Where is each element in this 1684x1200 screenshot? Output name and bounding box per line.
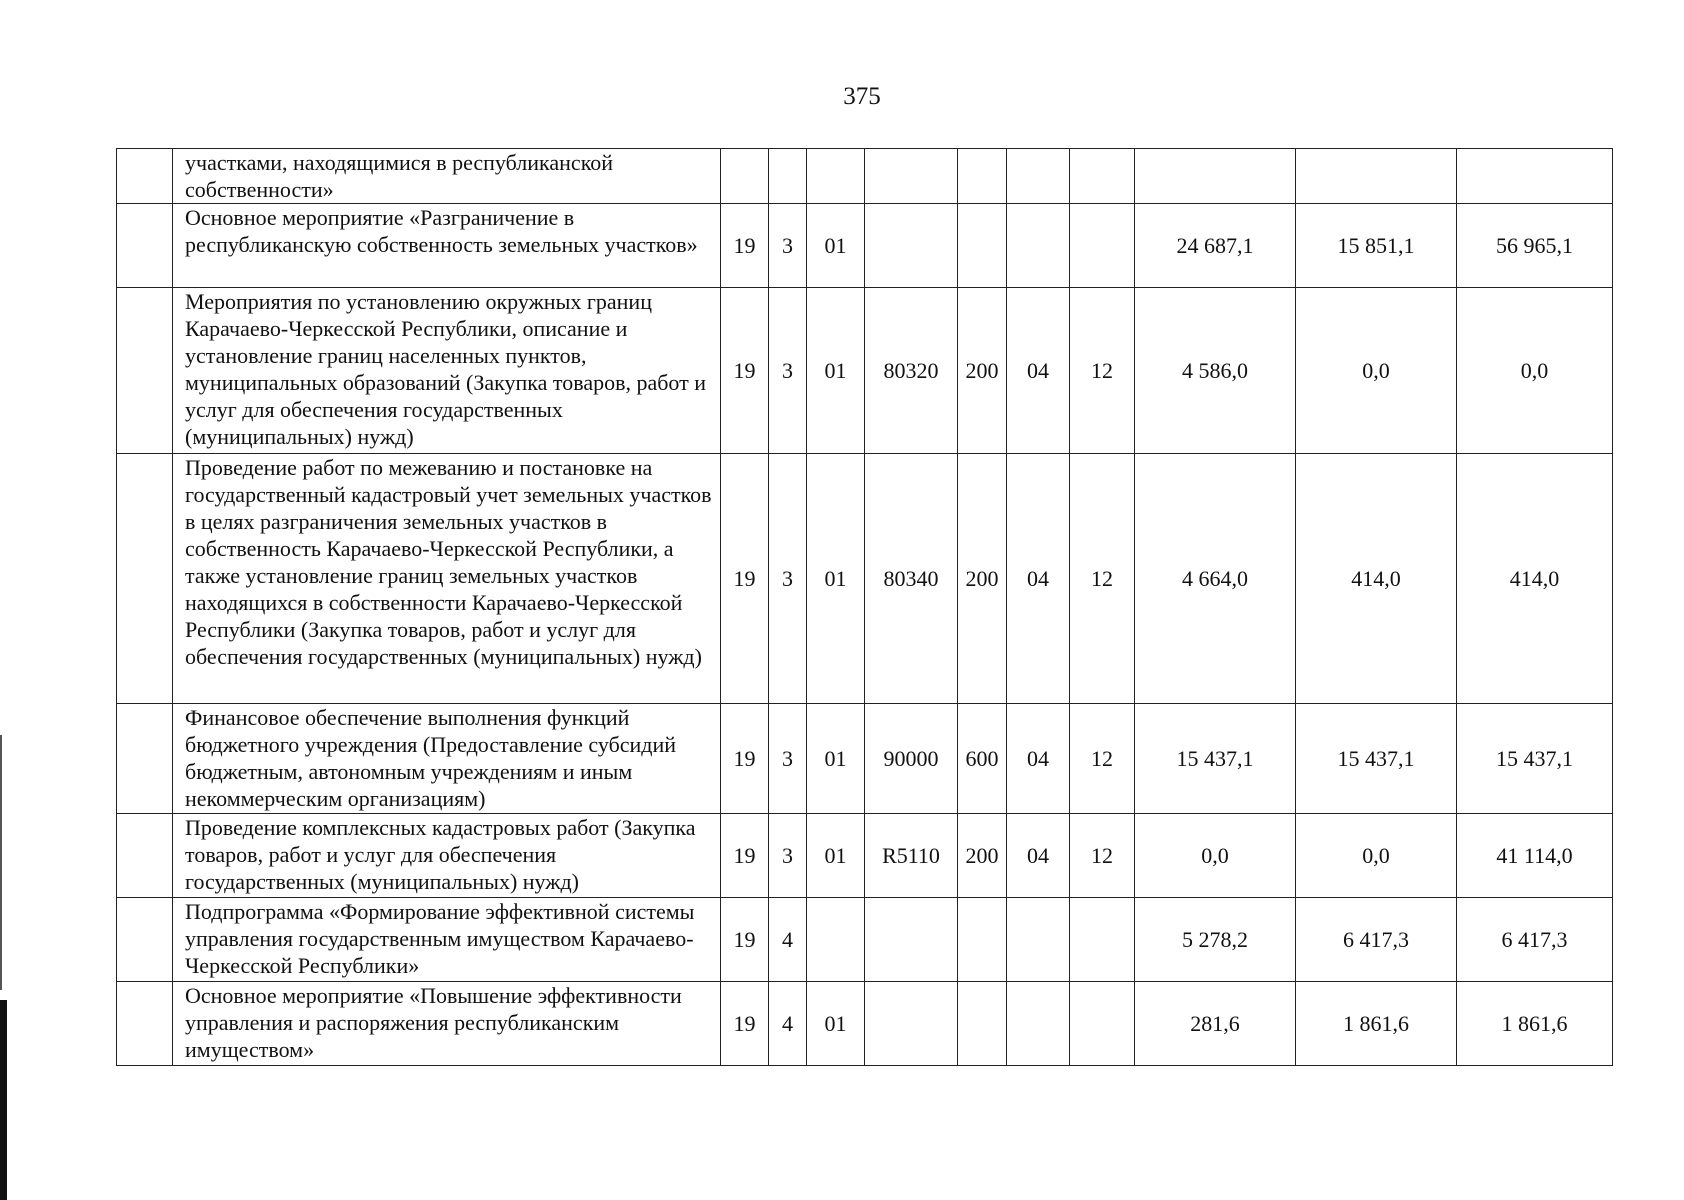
code-cell: 04 [1007,288,1070,454]
code-cell [865,204,958,288]
table-row [117,288,1613,454]
amount-cell: 4 586,0 [1135,288,1296,454]
code-cell: R5110 [865,814,958,898]
code-cell [865,982,958,1066]
amount-cell: 41 114,0 [1457,814,1613,898]
code-cell [958,898,1007,982]
amount-cell: 281,6 [1135,982,1296,1066]
row-number-cell [117,982,173,1066]
amount-cell: 4 664,0 [1135,454,1296,704]
row-number-cell [117,204,173,288]
code-cell [1007,982,1070,1066]
amount-cell: 6 417,3 [1296,898,1457,982]
amount-cell: 15 437,1 [1296,704,1457,814]
amount-cell: 6 417,3 [1457,898,1613,982]
code-cell [958,204,1007,288]
table-row [117,704,1613,814]
budget-table [116,148,1613,1066]
amount-cell: 15 437,1 [1135,704,1296,814]
code-cell: 12 [1070,454,1135,704]
code-cell: 04 [1007,454,1070,704]
code-cell [807,149,865,204]
code-cell [1007,149,1070,204]
code-cell: 19 [721,704,769,814]
code-cell [865,149,958,204]
table-row [117,982,1613,1066]
row-number-cell [117,149,173,204]
amount-cell: 0,0 [1296,288,1457,454]
amount-cell: 56 965,1 [1457,204,1613,288]
code-cell: 3 [769,814,807,898]
row-number-cell [117,898,173,982]
code-cell [865,898,958,982]
code-cell [1007,898,1070,982]
code-cell: 80340 [865,454,958,704]
code-cell [1070,149,1135,204]
code-cell [721,149,769,204]
code-cell: 01 [807,454,865,704]
code-cell: 200 [958,454,1007,704]
code-cell: 01 [807,982,865,1066]
amount-cell: 5 278,2 [1135,898,1296,982]
code-cell [807,898,865,982]
table-row [117,454,1613,704]
description-cell: Проведение комплексных кадастровых работ (Закупка товаров, работ и услуг для обеспечения государственных (муниципальных) нужд) [173,814,721,898]
scan-binding-mark [0,735,2,990]
code-cell [1070,204,1135,288]
code-cell: 19 [721,204,769,288]
amount-cell: 15 437,1 [1457,704,1613,814]
description-cell: Финансовое обеспечение выполнения функций бюджетного учреждения (Предоставление субсидий бюджетным, автономным учреждениям и иным некоммерческим организациям) [173,704,721,814]
code-cell: 4 [769,898,807,982]
code-cell: 80320 [865,288,958,454]
amount-cell: 414,0 [1457,454,1613,704]
row-number-cell [117,454,173,704]
description-cell: Подпрограмма «Формирование эффективной системы управления государственным имуществом Карачаево-Черкесской Республики» [173,898,721,982]
row-number-cell [117,704,173,814]
code-cell: 12 [1070,814,1135,898]
code-cell: 19 [721,982,769,1066]
code-cell: 01 [807,704,865,814]
table-row [117,149,1613,204]
code-cell [1007,204,1070,288]
amount-cell: 24 687,1 [1135,204,1296,288]
amount-cell: 1 861,6 [1457,982,1613,1066]
amount-cell: 0,0 [1135,814,1296,898]
code-cell: 01 [807,204,865,288]
page-number: 375 [843,83,881,110]
amount-cell: 0,0 [1296,814,1457,898]
code-cell: 01 [807,814,865,898]
code-cell [958,982,1007,1066]
code-cell: 04 [1007,704,1070,814]
code-cell: 19 [721,288,769,454]
code-cell: 90000 [865,704,958,814]
table-row [117,204,1613,288]
amount-cell [1457,149,1613,204]
row-number-cell [117,288,173,454]
amount-cell: 1 861,6 [1296,982,1457,1066]
code-cell [1070,898,1135,982]
description-cell: Основное мероприятие «Разграничение в республиканскую собственность земельных участков» [173,204,721,288]
description-cell: участками, находящимися в республиканской собственности» [173,149,721,204]
code-cell [958,149,1007,204]
description-cell: Проведение работ по межеванию и постановке на государственный кадастровый учет земельных участков в целях разграничения земельных участков в собственность Карачаево-Черкесской Республики, а также установление границ земельных участков находящихся в собственности Карачаево-Черкесской Республики (Закупка товаров, работ и услуг для обеспечения государственных (муниципальных) нужд) [173,454,721,704]
code-cell: 12 [1070,288,1135,454]
amount-cell: 15 851,1 [1296,204,1457,288]
code-cell: 19 [721,454,769,704]
code-cell: 200 [958,288,1007,454]
code-cell: 4 [769,982,807,1066]
row-number-cell [117,814,173,898]
code-cell: 3 [769,204,807,288]
code-cell: 3 [769,288,807,454]
amount-cell: 0,0 [1457,288,1613,454]
description-cell: Мероприятия по установлению окружных границ Карачаево-Черкесской Республики, описание и установление границ населенных пунктов, муниципальных образований (Закупка товаров, работ и услуг для обеспечения государственных (муниципальных) нужд) [173,288,721,454]
code-cell: 3 [769,704,807,814]
code-cell: 3 [769,454,807,704]
code-cell: 01 [807,288,865,454]
scan-binding-mark [0,1000,7,1200]
table-row [117,814,1613,898]
code-cell [769,149,807,204]
code-cell: 19 [721,898,769,982]
amount-cell [1135,149,1296,204]
description-cell: Основное мероприятие «Повышение эффективности управления и распоряжения республиканским имуществом» [173,982,721,1066]
code-cell: 12 [1070,704,1135,814]
table-row [117,898,1613,982]
code-cell: 04 [1007,814,1070,898]
amount-cell: 414,0 [1296,454,1457,704]
code-cell: 600 [958,704,1007,814]
code-cell: 200 [958,814,1007,898]
amount-cell [1296,149,1457,204]
code-cell [1070,982,1135,1066]
code-cell: 19 [721,814,769,898]
